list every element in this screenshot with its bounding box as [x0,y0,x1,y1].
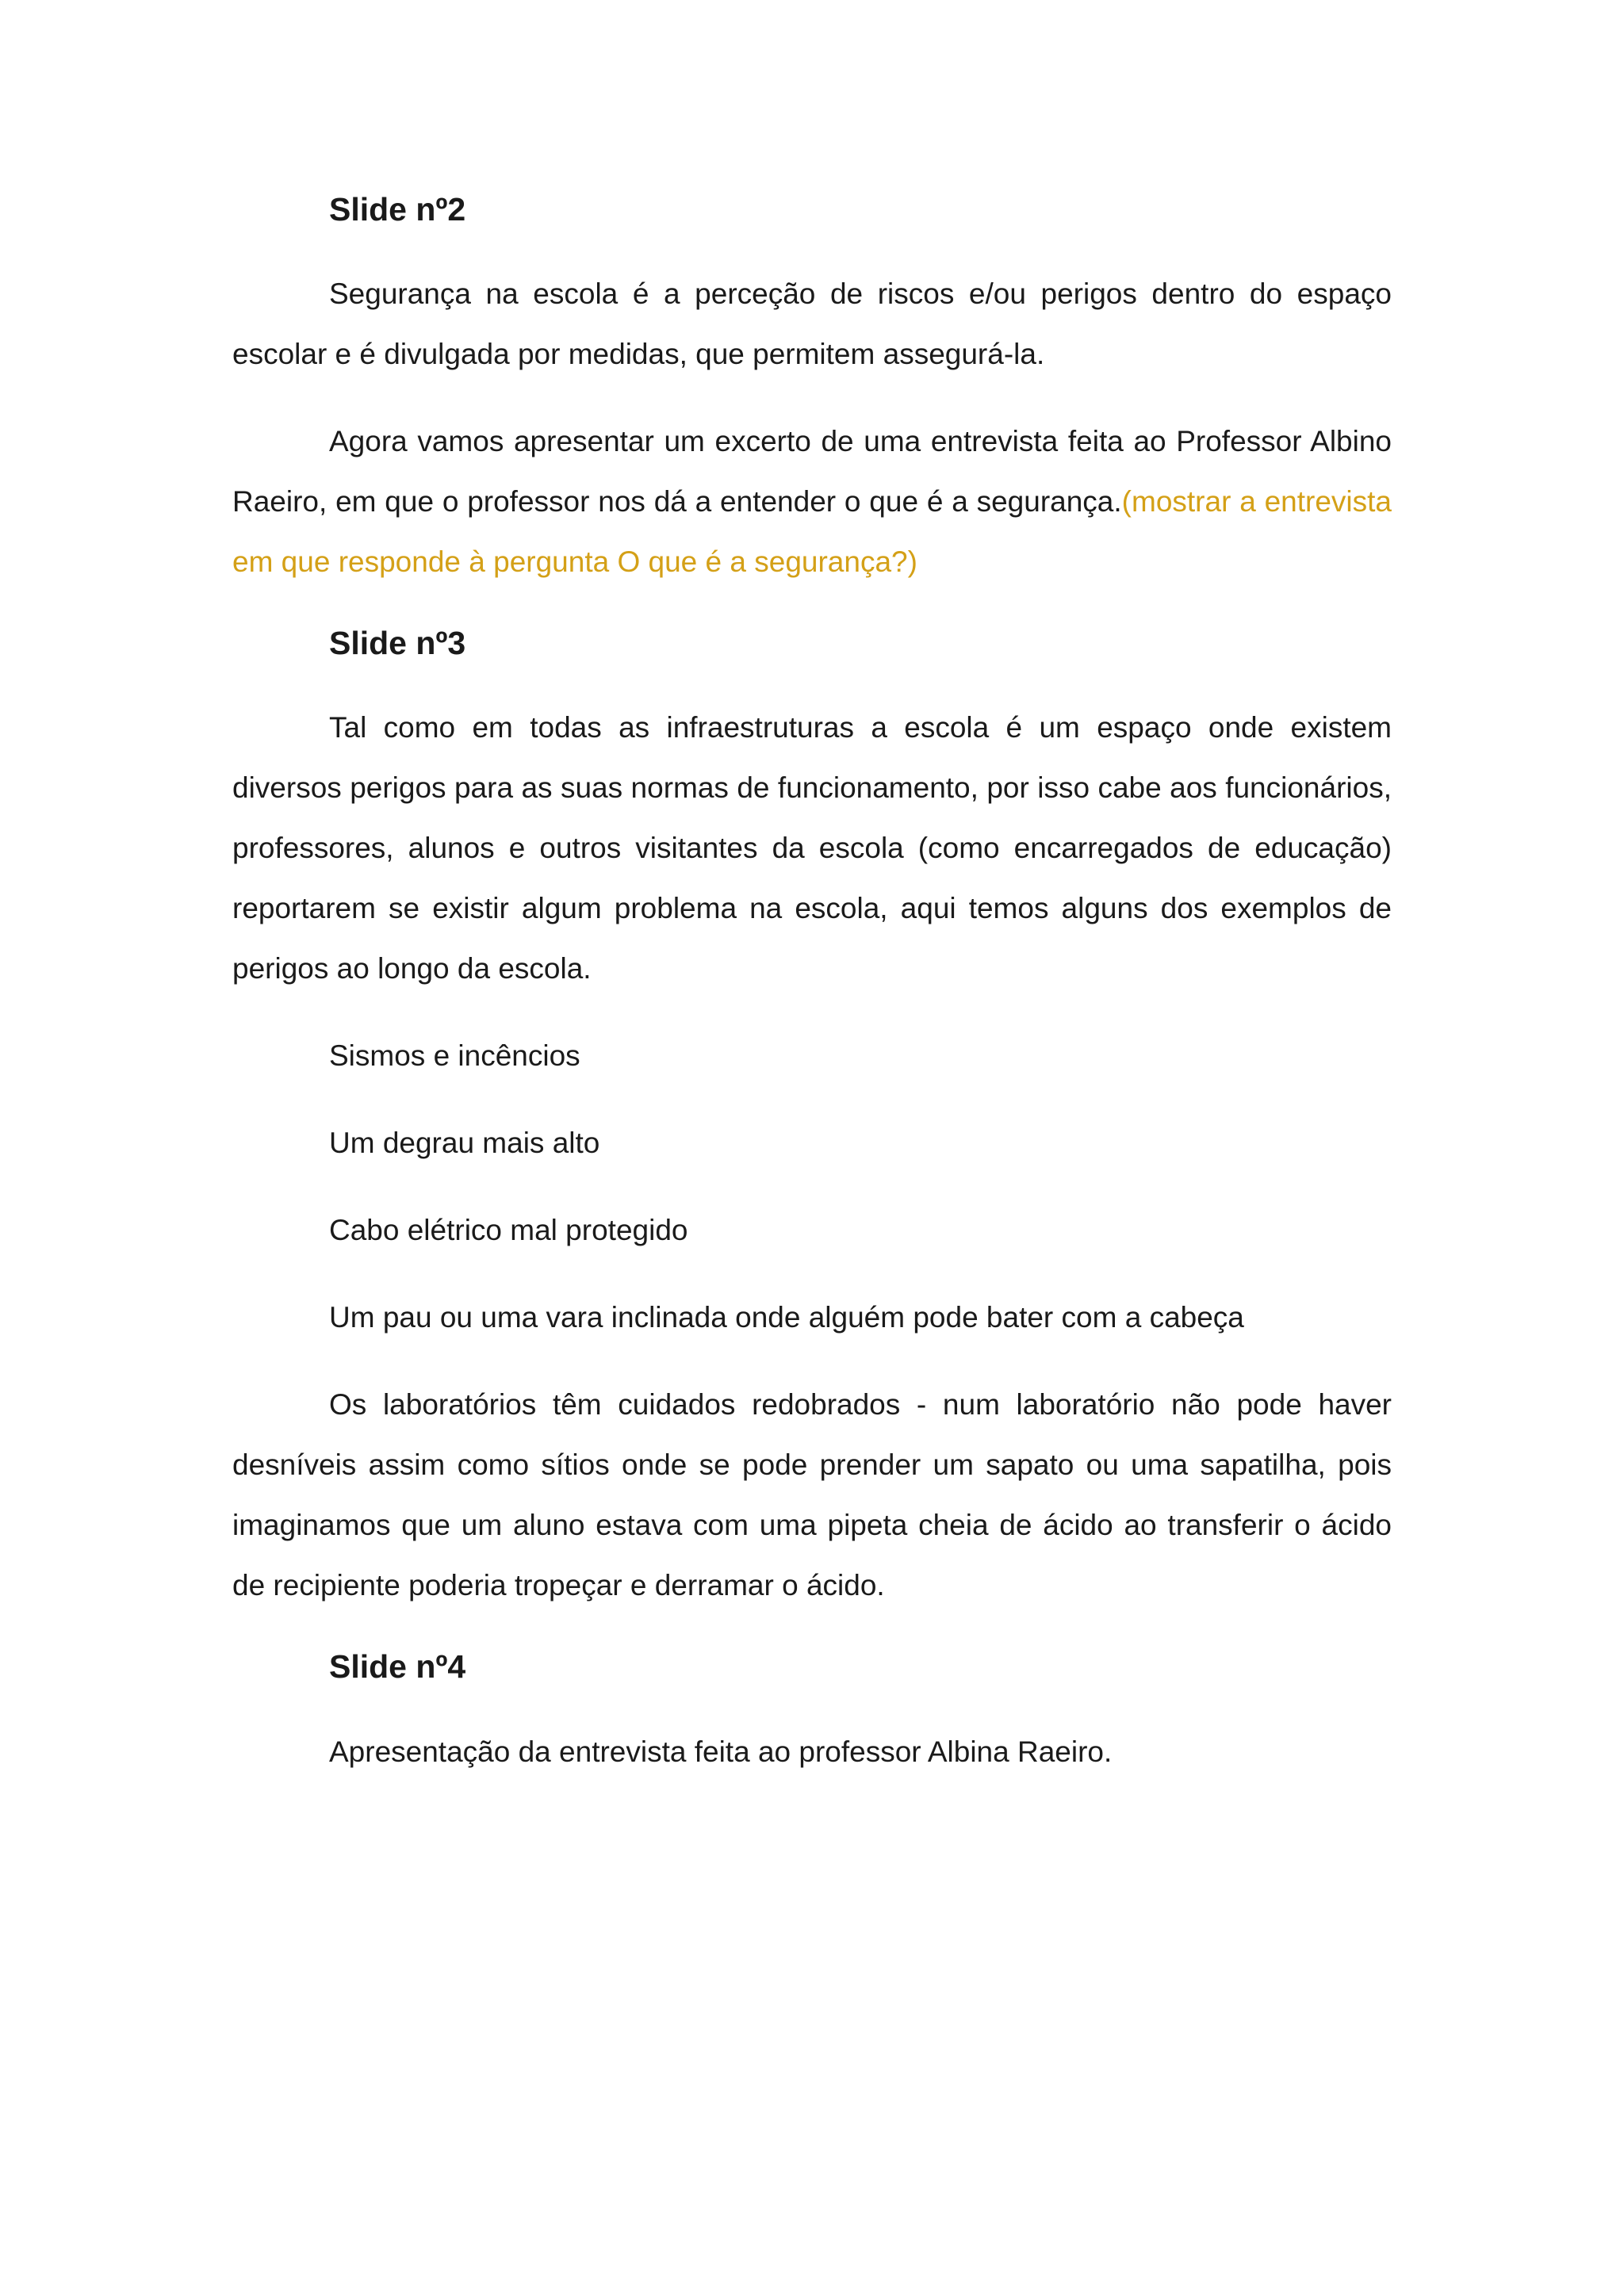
paragraph-school-hazards: Tal como em todas as infraestruturas a escola é um espaço onde existem diversos perigos para as suas normas de funcionamento, por isso cabe aos funcionários, professores, alunos e outros visitantes da escola (como encarregados de educação) reportarem se existir algum problema na escola, aqui temos alguns dos exemplos de perigos ao longo da escola. [232,711,1392,985]
paragraph-interview-presentation: Apresentação da entrevista feita ao professor Albina Raeiro. [329,1735,1113,1768]
interview-intro-text: Agora vamos apresentar um excerto de uma entrevista feita ao Professor Albino Raeiro, em que o professor nos dá a entender o que é a segurança. [232,425,1392,519]
section-heading-slide-4: Slide nº4 [329,1648,466,1686]
paragraph-interview-intro [232,411,1392,592]
hazard-item: Sismos e incêncios [329,1039,580,1073]
hazard-item: Cabo elétrico mal protegido [329,1214,688,1247]
hazard-item: Um pau ou uma vara inclinada onde alguém pode bater com a cabeça [329,1301,1244,1334]
interview-note: (mostrar a entrevista em que responde à pergunta O que é a segurança?) [232,485,1392,579]
section-heading-slide-2: Slide nº2 [329,191,466,228]
document-body [232,190,1392,1809]
section-heading-slide-3: Slide nº3 [329,625,466,662]
paragraph-laboratories: Os laboratórios têm cuidados redobrados - num laboratório não pode haver desníveis assim como sítios onde se pode prender um sapato ou uma sapatilha, pois imaginamos que um aluno estava com uma pipeta cheia de ácido ao transferir o ácido de recipiente poderia tropeçar e derramar o ácido. [232,1388,1392,1602]
hazard-item: Um degrau mais alto [329,1127,600,1160]
paragraph-safety-definition: Segurança na escola é a perceção de riscos e/ou perigos dentro do espaço escolar e é divulgada por medidas, que permitem assegurá-la. [232,277,1392,371]
